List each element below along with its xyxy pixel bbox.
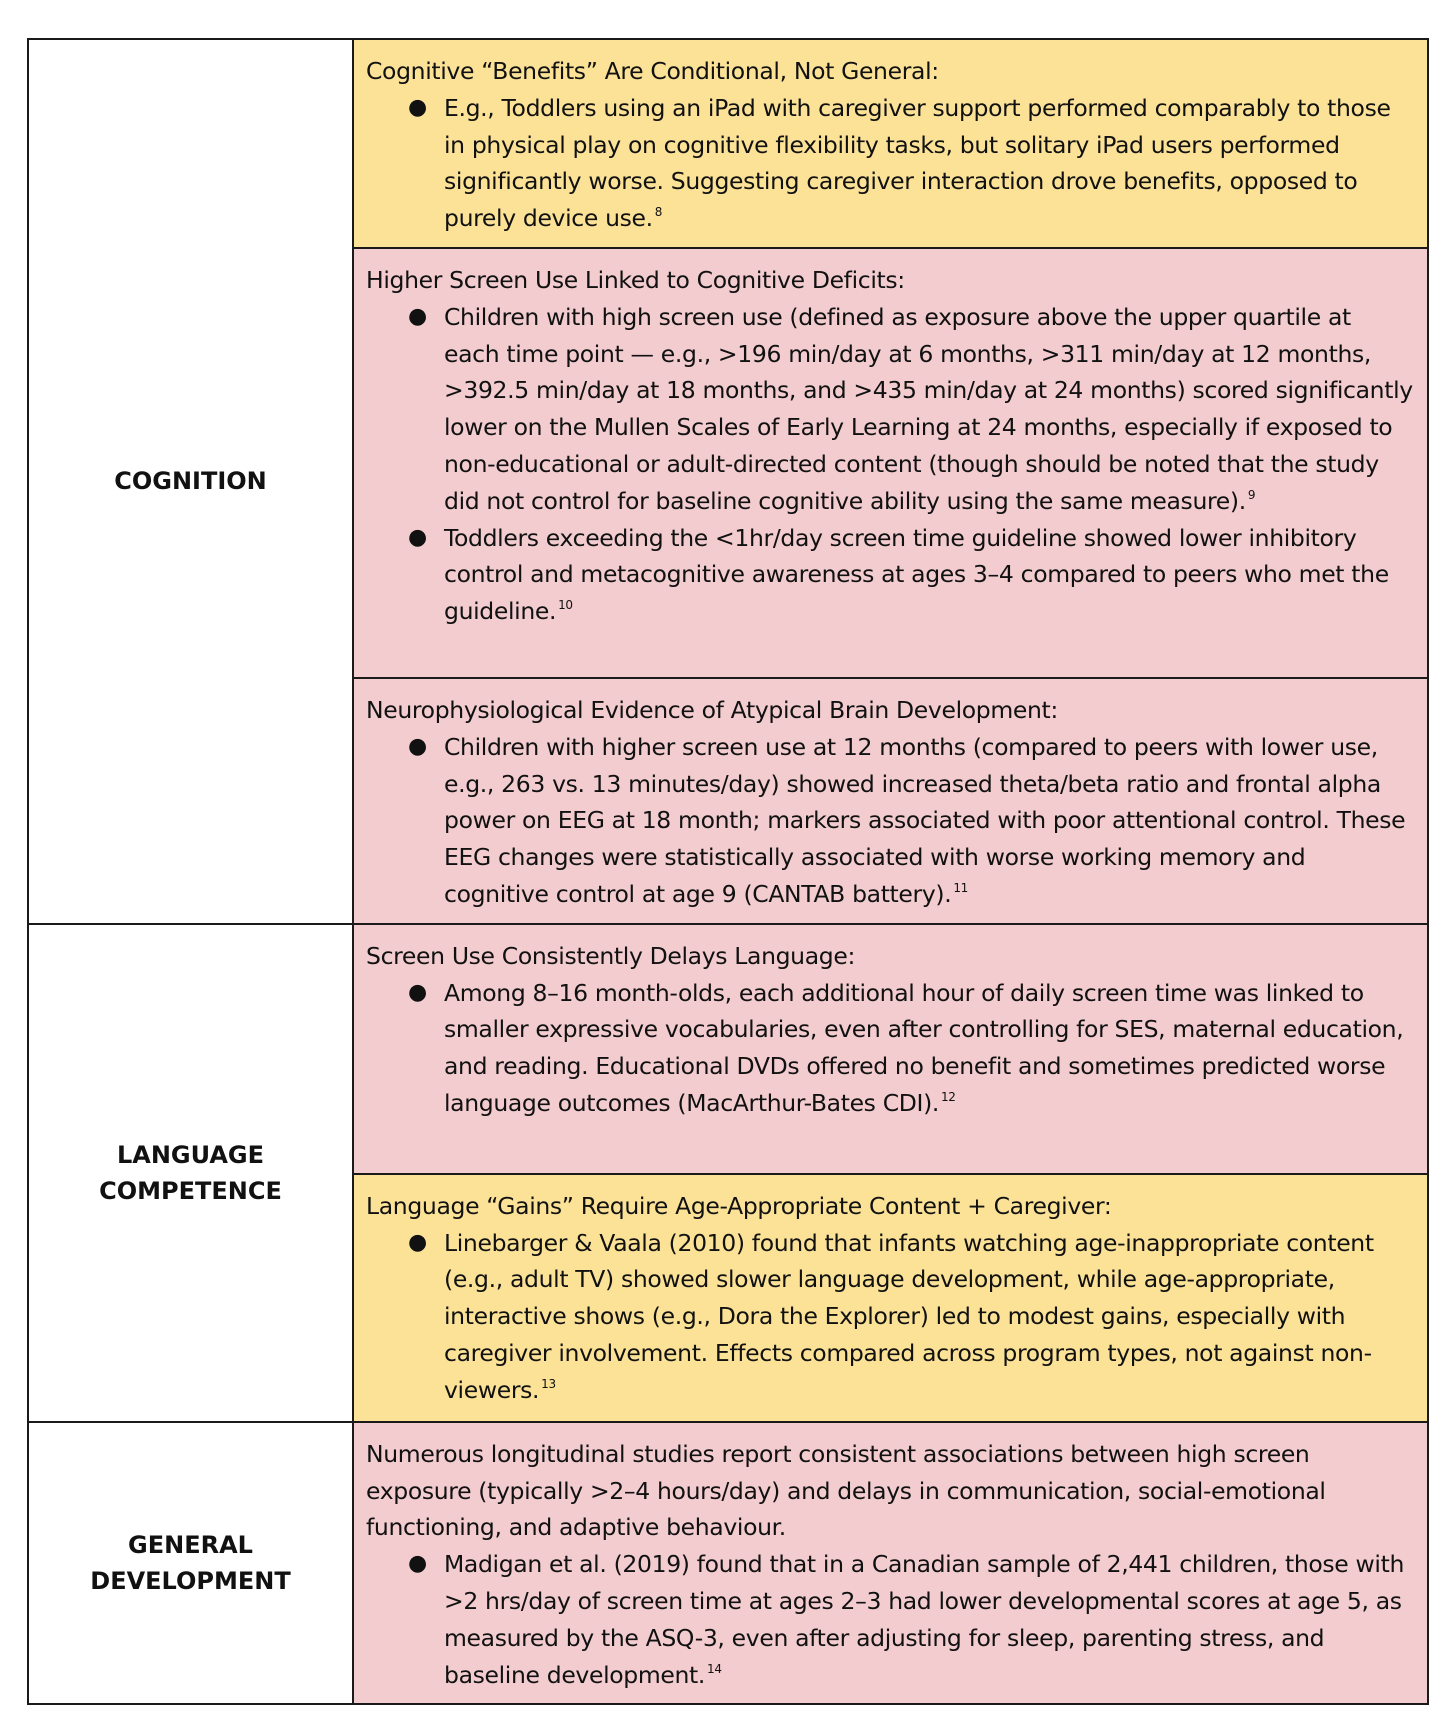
reference-number: 9: [1247, 487, 1256, 502]
evidence-cell: [353, 39, 1428, 248]
bullet-text: Children with high screen use (defined as exposure above the upper quartile at each time point — e.g., >196 min/day at 6 months, >311 min/day at 12 months, >392.5 min/day at 18 months, and >435 min/day at 24 months) scored significantly lower on the Mullen Scales of Early Learning at 24 months, especially if exposed to non-educational or adult-directed content (though should be noted that the study did not control for baseline cognitive ability using the same measure).: [444, 302, 1413, 515]
evidence-cell: [353, 678, 1428, 924]
reference-number: 14: [707, 1661, 722, 1676]
bullet-text: Toddlers exceeding the <1hr/day screen time guideline showed lower inhibitory control and metacognitive awareness at ages 3–4 compared to peers who met the guideline.: [444, 523, 1389, 626]
bullet-text: Madigan et al. (2019) found that in a Canadian sample of 2,441 children, those with >2 hrs/day of screen time at ages 2–3 had lower developmental scores at age 5, as measured by the ASQ-3, even after adjusting for sleep, parenting stress, and baseline development.: [444, 1550, 1404, 1689]
evidence-table: [27, 38, 1429, 1705]
section-label: COGNITION: [114, 467, 267, 496]
section-label: GENERAL: [128, 1531, 253, 1560]
bullet-dot-icon: ●: [408, 94, 427, 120]
table-row: [28, 1422, 1428, 1705]
reference-number: 11: [953, 880, 968, 895]
evidence-cell: [353, 924, 1428, 1174]
bullet-text: E.g., Toddlers using an iPad with caregiver support performed comparably to those in physical play on cognitive flexibility tasks, but solitary iPad users performed significantly worse. Suggesting caregiver interaction drove benefits, opposed to purely device use.: [444, 93, 1391, 233]
section-label-cell: [28, 924, 353, 1422]
section-label-cell: [28, 1422, 353, 1705]
bullet-dot-icon: ●: [408, 979, 427, 1005]
bullet-dot-icon: ●: [408, 1551, 427, 1577]
reference-number: 13: [541, 1376, 556, 1391]
bullet-list: [366, 729, 1413, 913]
bullet-list: [366, 90, 1413, 237]
bullet-list: [366, 299, 1413, 630]
evidence-heading: Cognitive “Benefits” Are Conditional, Not General:: [366, 57, 939, 85]
bullet-list: [366, 975, 1413, 1122]
bullet-list: [366, 1546, 1413, 1693]
evidence-heading: Numerous longitudinal studies report consistent associations between high screen exposure (typically >2–4 hours/day) and delays in communication, social-emotional functioning, and adaptive behaviour.: [366, 1439, 1326, 1542]
reference-number: 12: [941, 1089, 956, 1104]
reference-number: 10: [558, 598, 573, 613]
list-item: [366, 1225, 1413, 1409]
bullet-dot-icon: ●: [408, 524, 427, 550]
list-item: [366, 299, 1413, 520]
bullet-text: Children with higher screen use at 12 months (compared to peers with lower use, e.g., 263 vs. 13 minutes/day) showed increased theta/beta ratio and frontal alpha power on EEG at 18 month; markers associated with poor attentional control. These EEG changes were statistically associated with worse working memory and cognitive control at age 9 (CANTAB battery).: [444, 732, 1406, 908]
bullet-text: Linebarger & Vaala (2010) found that infants watching age-inappropriate content (e.g., adult TV) showed slower language development, while age-appropriate, interactive shows (e.g., Dora the Explorer) led to modest gains, especially with caregiver involvement. Effects compared across program types, not against non-viewers.: [444, 1228, 1374, 1404]
evidence-cell: [353, 1174, 1428, 1422]
section-label-cell: [28, 39, 353, 924]
section-label: COMPETENCE: [99, 1176, 282, 1205]
list-item: [366, 729, 1413, 913]
bullet-dot-icon: ●: [408, 1229, 427, 1255]
bullet-dot-icon: ●: [408, 733, 427, 759]
evidence-heading: Language “Gains” Require Age-Appropriate Content + Caregiver:: [366, 1191, 1112, 1220]
evidence-heading: Neurophysiological Evidence of Atypical Brain Development:: [366, 695, 1058, 724]
table-row: [28, 924, 1428, 1174]
bullet-list: [366, 1225, 1413, 1409]
bullet-dot-icon: ●: [408, 303, 427, 329]
evidence-heading: Screen Use Consistently Delays Language:: [366, 941, 856, 970]
table-row: [28, 39, 1428, 248]
evidence-cell: [353, 1422, 1428, 1705]
list-item: [366, 1546, 1413, 1693]
list-item: [366, 975, 1413, 1122]
list-item: [366, 90, 1413, 237]
list-item: [366, 520, 1413, 630]
section-label: DEVELOPMENT: [90, 1567, 291, 1596]
evidence-cell: [353, 248, 1428, 678]
bullet-text: Among 8–16 month-olds, each additional hour of daily screen time was linked to smaller expressive vocabularies, even after controlling for SES, maternal education, and reading. Educational DVDs offered no benefit and sometimes predicted worse language outcomes (MacArthur-Bates CDI).: [444, 978, 1404, 1117]
section-label: LANGUAGE: [116, 1140, 265, 1169]
evidence-heading: Higher Screen Use Linked to Cognitive Deficits:: [366, 265, 905, 294]
reference-number: 8: [654, 205, 663, 220]
